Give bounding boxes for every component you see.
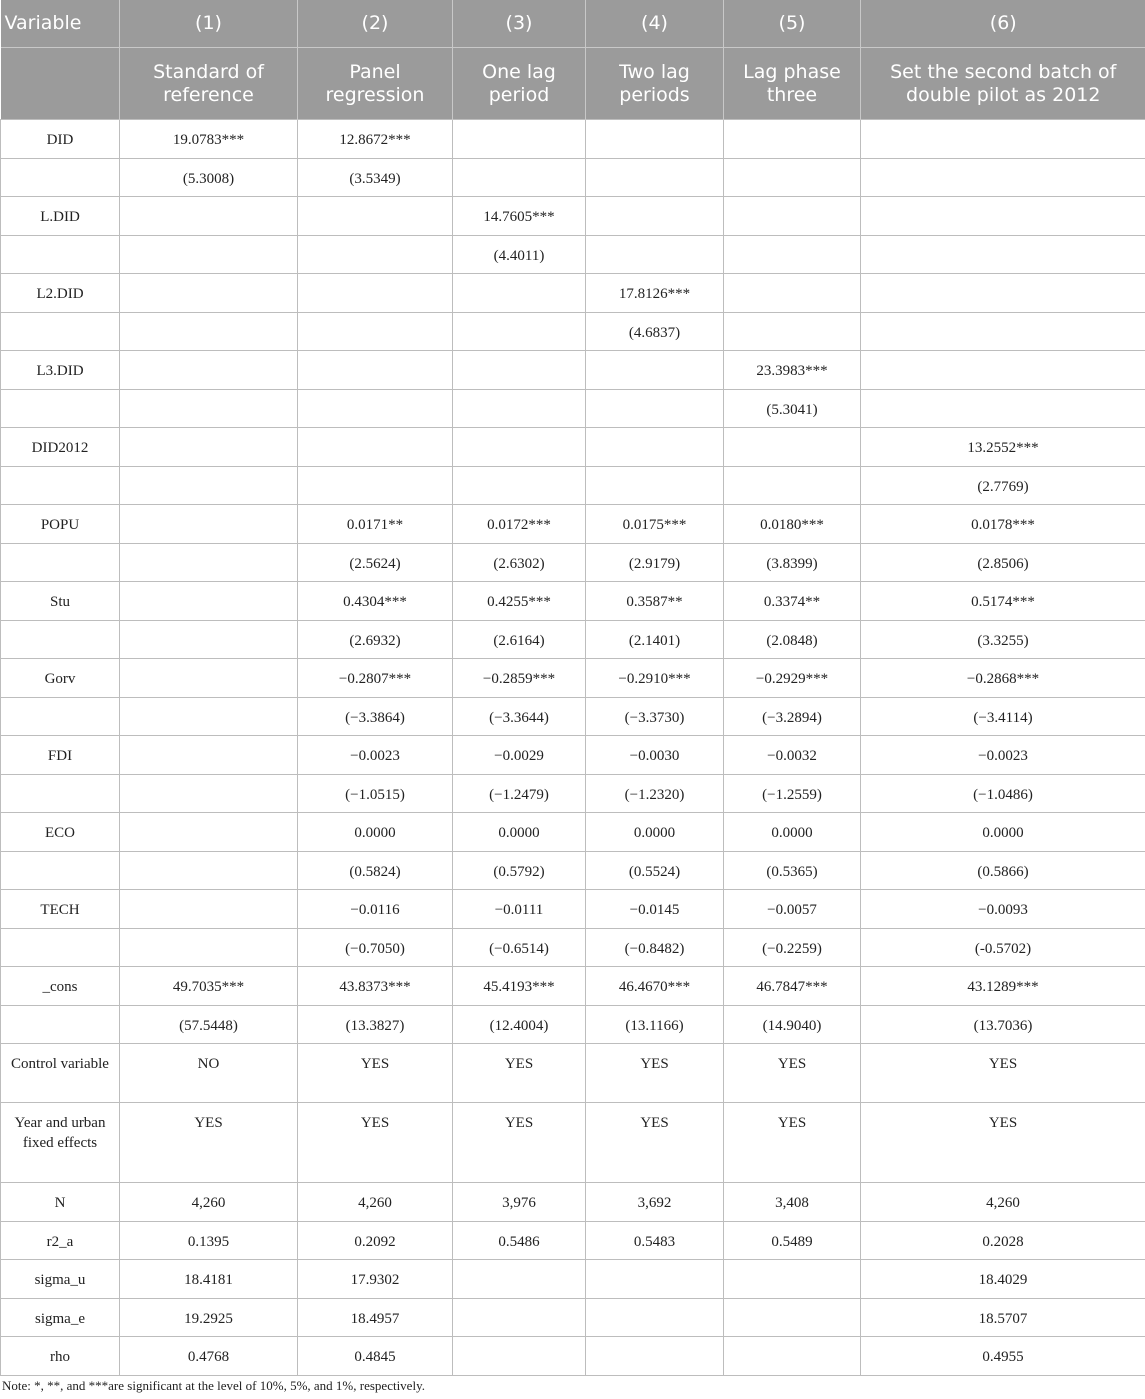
table-cell	[861, 351, 1145, 390]
table-cell: 0.0000	[453, 813, 586, 852]
table-cell: 0.5489	[724, 1221, 861, 1260]
table-cell	[120, 736, 298, 775]
header-col-2-num: (2)	[298, 0, 453, 48]
table-cell: 0.4845	[298, 1337, 453, 1376]
table-cell: −0.2910***	[586, 659, 724, 698]
table-cell: 0.5174***	[861, 582, 1145, 621]
table-cell	[453, 158, 586, 197]
table-cell	[586, 428, 724, 467]
row-label	[1, 851, 120, 890]
table-row	[1, 620, 1145, 659]
table-cell: 45.4193***	[453, 967, 586, 1006]
table-cell	[724, 158, 861, 197]
table-cell: 0.4255***	[453, 582, 586, 621]
header-col-4-title: Two lag periods	[586, 48, 724, 120]
table-cell: (5.3041)	[724, 389, 861, 428]
table-cell: 18.5707	[861, 1298, 1145, 1337]
table-cell	[453, 466, 586, 505]
table-cell: 0.5483	[586, 1221, 724, 1260]
table-cell: 0.4768	[120, 1337, 298, 1376]
table-row	[1, 543, 1145, 582]
header-col-6-title: Set the second batch of double pilot as 2012	[861, 48, 1145, 120]
table-cell: (5.3008)	[120, 158, 298, 197]
table-cell: 0.2092	[298, 1221, 453, 1260]
table-cell	[298, 312, 453, 351]
table-cell: (13.3827)	[298, 1005, 453, 1044]
table-cell	[586, 158, 724, 197]
row-label: sigma_e	[1, 1298, 120, 1337]
table-row	[1, 1044, 1145, 1103]
table-note: Note: *, **, and ***are significant at the level of 10%, 5%, and 1%, respectively.	[2, 1378, 425, 1393]
table-row	[1, 120, 1145, 159]
table-cell	[724, 1298, 861, 1337]
table-cell: −0.2868***	[861, 659, 1145, 698]
table-row	[1, 890, 1145, 929]
row-label: DID	[1, 120, 120, 159]
table-cell	[120, 274, 298, 313]
table-cell: −0.0057	[724, 890, 861, 929]
table-cell: (13.7036)	[861, 1005, 1145, 1044]
row-label: sigma_u	[1, 1260, 120, 1299]
table-cell	[298, 351, 453, 390]
table-cell	[120, 312, 298, 351]
header-col-3-title: One lag period	[453, 48, 586, 120]
table-cell: 18.4181	[120, 1260, 298, 1299]
table-cell	[586, 466, 724, 505]
table-cell: (-0.5702)	[861, 928, 1145, 967]
table-cell: 0.3587**	[586, 582, 724, 621]
table-cell: −0.2929***	[724, 659, 861, 698]
table-cell	[724, 466, 861, 505]
row-label: POPU	[1, 505, 120, 544]
table-row	[1, 1005, 1145, 1044]
row-label: Control variable	[1, 1044, 120, 1103]
row-label: Year and urban fixed effects	[1, 1103, 120, 1183]
table-cell: 0.4304***	[298, 582, 453, 621]
table-cell: 0.0171**	[298, 505, 453, 544]
table-cell: 0.0000	[586, 813, 724, 852]
row-label: Stu	[1, 582, 120, 621]
header-blank	[1, 48, 120, 120]
table-cell: YES	[298, 1103, 453, 1183]
table-cell: YES	[724, 1103, 861, 1183]
table-cell	[120, 197, 298, 236]
table-cell: 12.8672***	[298, 120, 453, 159]
table-cell: −0.2859***	[453, 659, 586, 698]
table-cell: 0.0000	[861, 813, 1145, 852]
table-cell	[453, 120, 586, 159]
table-cell	[586, 120, 724, 159]
row-label: _cons	[1, 967, 120, 1006]
table-cell	[120, 890, 298, 929]
table-cell	[453, 351, 586, 390]
table-row	[1, 697, 1145, 736]
table-cell: YES	[453, 1044, 586, 1103]
table-cell	[586, 1298, 724, 1337]
table-row	[1, 659, 1145, 698]
table-cell: 4,260	[298, 1183, 453, 1222]
row-label: Gorv	[1, 659, 120, 698]
table-row	[1, 389, 1145, 428]
table-cell: (−1.2320)	[586, 774, 724, 813]
table-cell: (−0.6514)	[453, 928, 586, 967]
table-cell: (−3.3730)	[586, 697, 724, 736]
table-cell: 0.3374**	[724, 582, 861, 621]
header-col-1-num: (1)	[120, 0, 298, 48]
row-label: N	[1, 1183, 120, 1222]
table-cell: 0.4955	[861, 1337, 1145, 1376]
table-row	[1, 197, 1145, 236]
table-row	[1, 312, 1145, 351]
table-cell: −0.0032	[724, 736, 861, 775]
row-label	[1, 620, 120, 659]
table-cell: (2.6164)	[453, 620, 586, 659]
table-cell: 17.8126***	[586, 274, 724, 313]
table-cell: (2.9179)	[586, 543, 724, 582]
table-cell	[861, 235, 1145, 274]
table-cell	[453, 1337, 586, 1376]
table-cell: (−3.3644)	[453, 697, 586, 736]
table-cell: (13.1166)	[586, 1005, 724, 1044]
table-cell	[586, 1337, 724, 1376]
table-cell	[861, 120, 1145, 159]
table-cell	[724, 428, 861, 467]
table-cell: (−3.2894)	[724, 697, 861, 736]
table-cell: (0.5792)	[453, 851, 586, 890]
table-cell: (−0.8482)	[586, 928, 724, 967]
table-row	[1, 505, 1145, 544]
table-cell: 14.7605***	[453, 197, 586, 236]
table-cell: 0.0180***	[724, 505, 861, 544]
table-cell: (3.8399)	[724, 543, 861, 582]
table-cell: 43.8373***	[298, 967, 453, 1006]
table-cell: (2.0848)	[724, 620, 861, 659]
header-col-6-num: (6)	[861, 0, 1145, 48]
table-cell	[861, 274, 1145, 313]
table-cell	[586, 1260, 724, 1299]
table-cell: 19.2925	[120, 1298, 298, 1337]
table-cell: 4,260	[861, 1183, 1145, 1222]
table-row	[1, 813, 1145, 852]
table-row	[1, 851, 1145, 890]
table-cell: 3,976	[453, 1183, 586, 1222]
table-cell: 0.0172***	[453, 505, 586, 544]
table-cell: (−1.0515)	[298, 774, 453, 813]
table-cell	[861, 197, 1145, 236]
table-cell	[724, 197, 861, 236]
table-cell: (14.9040)	[724, 1005, 861, 1044]
table-cell	[120, 351, 298, 390]
table-cell: (−0.7050)	[298, 928, 453, 967]
table-row	[1, 1183, 1145, 1222]
table-cell	[298, 235, 453, 274]
row-label	[1, 543, 120, 582]
row-label	[1, 774, 120, 813]
header-col-4-num: (4)	[586, 0, 724, 48]
header-variable: Variable	[1, 0, 120, 48]
row-label	[1, 235, 120, 274]
table-cell: 0.0175***	[586, 505, 724, 544]
row-label: r2_a	[1, 1221, 120, 1260]
table-cell: (2.1401)	[586, 620, 724, 659]
table-cell	[120, 389, 298, 428]
table-cell	[120, 543, 298, 582]
table-cell	[724, 1260, 861, 1299]
table-cell: 3,408	[724, 1183, 861, 1222]
header-row-titles	[1, 48, 1145, 120]
table-cell: −0.0116	[298, 890, 453, 929]
table-cell	[120, 851, 298, 890]
table-cell	[586, 197, 724, 236]
table-cell: 17.9302	[298, 1260, 453, 1299]
header-col-1-title: Standard of reference	[120, 48, 298, 120]
table-row	[1, 158, 1145, 197]
table-cell	[453, 1260, 586, 1299]
table-cell	[120, 659, 298, 698]
table-cell	[298, 389, 453, 428]
row-label	[1, 158, 120, 197]
header-col-5-title: Lag phase three	[724, 48, 861, 120]
table-cell: −0.2807***	[298, 659, 453, 698]
table-cell	[724, 235, 861, 274]
table-cell	[861, 158, 1145, 197]
table-cell: 4,260	[120, 1183, 298, 1222]
table-cell: YES	[453, 1103, 586, 1183]
row-label: rho	[1, 1337, 120, 1376]
table-cell: (3.3255)	[861, 620, 1145, 659]
table-row	[1, 466, 1145, 505]
table-cell	[298, 466, 453, 505]
table-row	[1, 928, 1145, 967]
table-row	[1, 967, 1145, 1006]
table-cell: (0.5365)	[724, 851, 861, 890]
table-cell: 18.4957	[298, 1298, 453, 1337]
table-cell	[453, 312, 586, 351]
table-cell: YES	[724, 1044, 861, 1103]
header-col-2-title: Panel regression	[298, 48, 453, 120]
header-col-5-num: (5)	[724, 0, 861, 48]
table-cell: (−1.2479)	[453, 774, 586, 813]
table-cell	[298, 197, 453, 236]
row-label	[1, 697, 120, 736]
table-cell: 13.2552***	[861, 428, 1145, 467]
table-cell: 46.7847***	[724, 967, 861, 1006]
table-cell: −0.0023	[861, 736, 1145, 775]
table-cell: 0.0000	[724, 813, 861, 852]
table-row	[1, 1221, 1145, 1260]
row-label	[1, 312, 120, 351]
table-cell	[453, 428, 586, 467]
table-cell	[120, 697, 298, 736]
table-cell: 0.0000	[298, 813, 453, 852]
table-cell	[120, 774, 298, 813]
table-cell	[724, 120, 861, 159]
table-cell	[120, 620, 298, 659]
table-row	[1, 1298, 1145, 1337]
table-cell: 46.4670***	[586, 967, 724, 1006]
table-cell	[724, 274, 861, 313]
table-row	[1, 428, 1145, 467]
table-cell: 0.1395	[120, 1221, 298, 1260]
table-cell: 0.0178***	[861, 505, 1145, 544]
table-cell	[298, 428, 453, 467]
table-cell	[120, 582, 298, 621]
table-cell: YES	[586, 1103, 724, 1183]
row-label: L3.DID	[1, 351, 120, 390]
table-cell	[453, 389, 586, 428]
table-cell: 49.7035***	[120, 967, 298, 1006]
row-label	[1, 389, 120, 428]
table-cell	[120, 813, 298, 852]
table-cell: (4.6837)	[586, 312, 724, 351]
table-cell: YES	[861, 1103, 1145, 1183]
table-cell: (−3.3864)	[298, 697, 453, 736]
table-row	[1, 1103, 1145, 1183]
row-label: FDI	[1, 736, 120, 775]
table-cell: 43.1289***	[861, 967, 1145, 1006]
table-row	[1, 274, 1145, 313]
table-cell	[298, 274, 453, 313]
table-cell: YES	[298, 1044, 453, 1103]
header-row-numbers	[1, 0, 1145, 48]
table-cell: (57.5448)	[120, 1005, 298, 1044]
table-row	[1, 235, 1145, 274]
table-cell: 18.4029	[861, 1260, 1145, 1299]
row-label: DID2012	[1, 428, 120, 467]
table-cell: −0.0093	[861, 890, 1145, 929]
table-cell: (2.5624)	[298, 543, 453, 582]
table-cell: 19.0783***	[120, 120, 298, 159]
table-row	[1, 736, 1145, 775]
table-cell	[120, 505, 298, 544]
table-cell	[586, 351, 724, 390]
table-cell	[453, 274, 586, 313]
table-cell: YES	[120, 1103, 298, 1183]
table-cell	[586, 235, 724, 274]
table-cell: (2.6302)	[453, 543, 586, 582]
table-cell: 23.3983***	[724, 351, 861, 390]
table-cell: (12.4004)	[453, 1005, 586, 1044]
row-label	[1, 1005, 120, 1044]
row-label	[1, 466, 120, 505]
table-cell: (−0.2259)	[724, 928, 861, 967]
table-row	[1, 1337, 1145, 1376]
table-cell	[724, 312, 861, 351]
table-cell: −0.0029	[453, 736, 586, 775]
table-cell: (0.5524)	[586, 851, 724, 890]
table-cell: (3.5349)	[298, 158, 453, 197]
table-cell	[120, 466, 298, 505]
table-cell	[861, 312, 1145, 351]
table-cell: (0.5824)	[298, 851, 453, 890]
table-row	[1, 774, 1145, 813]
table-cell: 0.2028	[861, 1221, 1145, 1260]
table-row	[1, 1260, 1145, 1299]
row-label: ECO	[1, 813, 120, 852]
table-cell	[861, 389, 1145, 428]
table-cell: YES	[586, 1044, 724, 1103]
table-cell: (0.5866)	[861, 851, 1145, 890]
table-row	[1, 351, 1145, 390]
table-cell	[724, 1337, 861, 1376]
table-cell: (2.8506)	[861, 543, 1145, 582]
table-cell	[120, 928, 298, 967]
row-label: TECH	[1, 890, 120, 929]
table-cell: (2.7769)	[861, 466, 1145, 505]
table-cell: −0.0023	[298, 736, 453, 775]
table-body	[1, 120, 1145, 1376]
table-row	[1, 582, 1145, 621]
table-cell: (−3.4114)	[861, 697, 1145, 736]
table-cell	[120, 428, 298, 467]
row-label: L2.DID	[1, 274, 120, 313]
table-cell: YES	[861, 1044, 1145, 1103]
table-cell: (−1.2559)	[724, 774, 861, 813]
table-cell: (−1.0486)	[861, 774, 1145, 813]
row-label: L.DID	[1, 197, 120, 236]
table-cell: 0.5486	[453, 1221, 586, 1260]
table-cell	[453, 1298, 586, 1337]
table-cell: −0.0111	[453, 890, 586, 929]
table-cell: (2.6932)	[298, 620, 453, 659]
row-label	[1, 928, 120, 967]
table-cell: 3,692	[586, 1183, 724, 1222]
header-col-3-num: (3)	[453, 0, 586, 48]
table-cell: −0.0030	[586, 736, 724, 775]
table-cell	[586, 389, 724, 428]
table-cell: −0.0145	[586, 890, 724, 929]
table-cell: (4.4011)	[453, 235, 586, 274]
table-cell: NO	[120, 1044, 298, 1103]
table-cell	[120, 235, 298, 274]
